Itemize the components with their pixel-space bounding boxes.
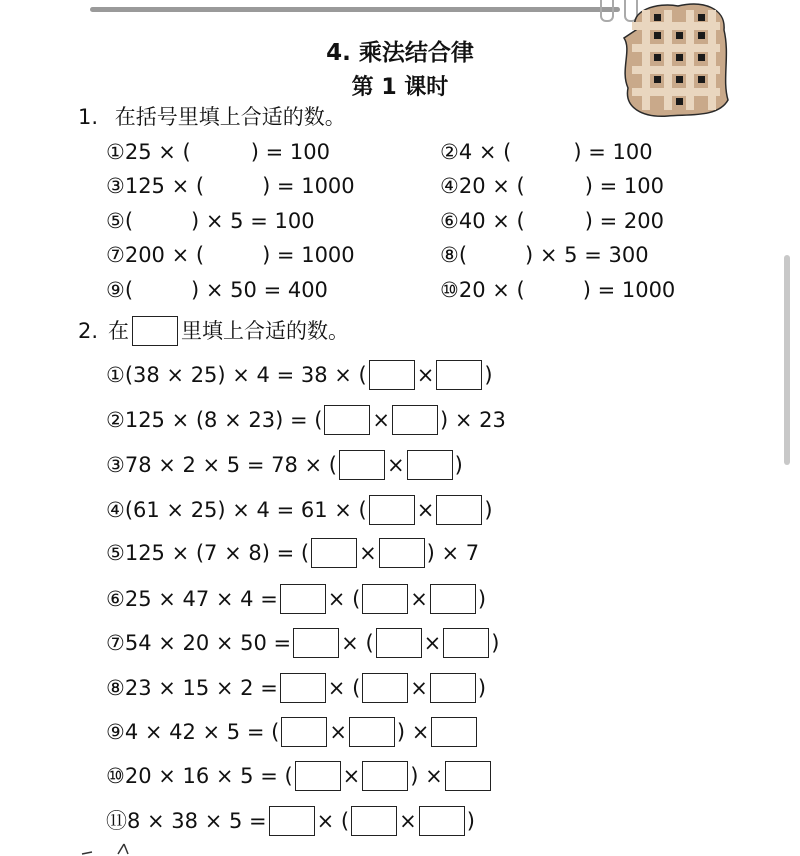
top-divider — [90, 7, 620, 12]
equation-text: (61 × 25) × 4 = 61 × ( — [124, 497, 367, 522]
equation-text: ) — [484, 362, 493, 387]
q2-item — [106, 673, 486, 703]
item-marker: ⑦ — [106, 630, 125, 655]
answer-box[interactable] — [324, 405, 370, 435]
q2-number: 2. — [78, 318, 99, 343]
answer-box[interactable] — [295, 761, 341, 791]
item-marker: ① — [106, 362, 125, 387]
equation-text: 25 × 47 × 4 = — [124, 586, 278, 611]
item-marker: ⑩ — [440, 278, 459, 302]
answer-box[interactable] — [311, 538, 357, 568]
equation-text: × — [410, 586, 428, 611]
answer-box[interactable] — [269, 806, 315, 836]
item-marker: ⑨ — [106, 719, 125, 744]
cropped-handwriting-mark — [78, 842, 148, 856]
equation-text: ) × 7 — [426, 540, 480, 565]
answer-box[interactable] — [369, 360, 415, 390]
equation-text: ) = 1000 — [582, 278, 676, 302]
answer-box[interactable] — [445, 761, 491, 791]
equation-text: 54 × 20 × 50 = — [124, 630, 292, 655]
q1-prompt: 在括号里填上合适的数。 — [114, 105, 346, 129]
example-box — [132, 316, 178, 346]
answer-box[interactable] — [419, 806, 465, 836]
q1-item — [106, 280, 328, 301]
equation-text: ) = 100 — [250, 140, 330, 164]
equation-text: 125 × (8 × 23) = ( — [124, 407, 323, 432]
item-marker: ③ — [106, 452, 125, 477]
answer-box[interactable] — [443, 628, 489, 658]
equation-text: ) — [454, 452, 463, 477]
answer-box[interactable] — [379, 538, 425, 568]
equation-text: ) = 200 — [584, 209, 664, 233]
q2-item — [106, 806, 475, 836]
answer-box[interactable] — [362, 761, 408, 791]
hanger-clip — [600, 0, 614, 22]
q2-item — [106, 584, 486, 614]
equation-text: × — [329, 719, 347, 744]
item-marker: ② — [106, 407, 125, 432]
q2-item — [106, 628, 499, 658]
equation-text: × — [416, 362, 435, 387]
q1-heading — [78, 107, 346, 128]
equation-text: × — [416, 497, 435, 522]
answer-box[interactable] — [362, 673, 408, 703]
equation-text: ( — [458, 243, 468, 267]
answer-box[interactable] — [407, 450, 453, 480]
equation-text: ) × — [396, 719, 430, 744]
equation-text: 20 × ( — [458, 278, 525, 302]
item-marker: ③ — [106, 174, 125, 198]
q1-item — [106, 142, 330, 163]
equation-text: ) × 50 = 400 — [191, 278, 328, 302]
equation-text: × — [399, 808, 417, 833]
answer-box[interactable] — [430, 673, 476, 703]
equation-text: 78 × 2 × 5 = 78 × ( — [124, 452, 337, 477]
answer-box[interactable] — [280, 673, 326, 703]
item-marker: ⑤ — [106, 209, 125, 233]
equation-text: × — [410, 675, 428, 700]
equation-text: × — [359, 540, 377, 565]
q1-number: 1. — [78, 105, 99, 129]
q2-item — [106, 360, 493, 390]
item-marker: ④ — [106, 497, 125, 522]
equation-text: ) = 100 — [573, 140, 653, 164]
equation-text: ) — [466, 808, 475, 833]
item-marker: ⑩ — [106, 763, 125, 788]
item-marker: ⑤ — [106, 540, 125, 565]
equation-text: 40 × ( — [458, 209, 525, 233]
q1-item — [440, 245, 649, 266]
answer-box[interactable] — [392, 405, 438, 435]
equation-text: ) — [491, 630, 500, 655]
answer-box[interactable] — [376, 628, 422, 658]
equation-text: 200 × ( — [124, 243, 205, 267]
equation-text: ) = 1000 — [262, 174, 355, 198]
equation-text: ( — [124, 209, 134, 233]
answer-box[interactable] — [349, 717, 395, 747]
q1-item — [440, 176, 664, 197]
item-marker: ⑧ — [106, 675, 125, 700]
equation-text: 20 × 16 × 5 = ( — [124, 763, 293, 788]
answer-box[interactable] — [362, 584, 408, 614]
equation-text: ) × 23 — [440, 407, 506, 432]
item-marker: ⑧ — [440, 243, 459, 267]
item-marker: ① — [106, 140, 125, 164]
answer-box[interactable] — [436, 360, 482, 390]
q1-item — [106, 245, 355, 266]
equation-text: ( — [124, 278, 134, 302]
answer-box[interactable] — [436, 495, 482, 525]
answer-box[interactable] — [430, 584, 476, 614]
equation-text: × — [372, 407, 391, 432]
item-marker: ⑦ — [106, 243, 125, 267]
equation-text: ) — [477, 675, 487, 700]
equation-text: × ( — [327, 675, 361, 700]
answer-box[interactable] — [280, 584, 326, 614]
answer-box[interactable] — [281, 717, 327, 747]
equation-text: × — [423, 630, 442, 655]
q2-prompt-before: 在 — [108, 318, 130, 343]
q2-item — [106, 450, 463, 480]
equation-text: × — [386, 452, 405, 477]
scrollbar[interactable] — [784, 255, 790, 465]
q1-item — [440, 280, 675, 301]
equation-text: ) × 5 = 300 — [525, 243, 649, 267]
equation-text: 125 × (7 × 8) = ( — [124, 540, 310, 565]
equation-text: ) = 1000 — [262, 243, 355, 267]
item-marker: ② — [440, 140, 459, 164]
item-marker: ⑨ — [106, 278, 125, 302]
answer-box[interactable] — [351, 806, 397, 836]
q1-item — [440, 211, 664, 232]
answer-box[interactable] — [369, 495, 415, 525]
equation-text: ) × 5 = 100 — [191, 209, 315, 233]
equation-text: × ( — [316, 808, 350, 833]
equation-text: 4 × 42 × 5 = ( — [124, 719, 280, 744]
equation-text: 25 × ( — [124, 140, 191, 164]
equation-text: 23 × 15 × 2 = — [124, 675, 278, 700]
equation-text: ) — [484, 497, 493, 522]
equation-text: × ( — [327, 586, 361, 611]
q1-item — [440, 142, 653, 163]
equation-text: ) × — [410, 763, 443, 788]
equation-text: ) — [477, 586, 487, 611]
q2-item — [106, 761, 493, 791]
answer-box[interactable] — [431, 717, 477, 747]
q1-item — [106, 211, 315, 232]
q2-item — [106, 405, 506, 435]
equation-text: 125 × ( — [124, 174, 205, 198]
equation-text: 8 × 38 × 5 = — [127, 808, 267, 833]
equation-text: × — [342, 763, 361, 788]
item-marker: ⑥ — [106, 586, 125, 611]
q2-prompt-after: 里填上合适的数。 — [181, 318, 350, 343]
lesson-title: 4. 乘法结合律 — [326, 40, 474, 66]
item-marker: ⑥ — [440, 209, 459, 233]
item-marker: ④ — [440, 174, 459, 198]
q2-item — [106, 538, 479, 568]
q2-heading — [78, 316, 349, 346]
answer-box[interactable] — [293, 628, 339, 658]
equation-text: × ( — [341, 630, 374, 655]
lesson-subtitle: 第 1 课时 — [351, 75, 449, 100]
q1-item — [106, 176, 355, 197]
equation-text: 20 × ( — [458, 174, 525, 198]
answer-box[interactable] — [339, 450, 385, 480]
equation-text: 4 × ( — [458, 140, 512, 164]
equation-text: (38 × 25) × 4 = 38 × ( — [124, 362, 367, 387]
q2-item — [106, 495, 493, 525]
q2-item — [106, 717, 479, 747]
item-marker: ⑪ — [106, 808, 127, 833]
equation-text: ) = 100 — [584, 174, 664, 198]
